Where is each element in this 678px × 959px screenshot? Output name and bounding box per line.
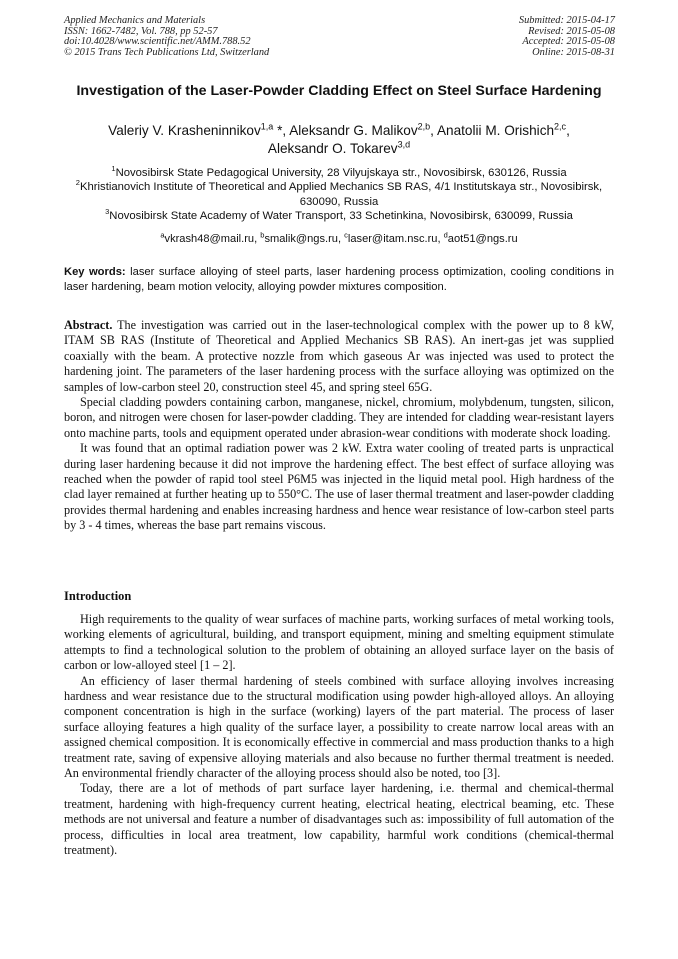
abstract xyxy=(64,318,614,534)
journal-doi: doi:10.4028/www.scientific.net/AMM.788.52 xyxy=(64,36,251,48)
section-title-introduction: Introduction xyxy=(64,589,132,603)
email-list: $^a$vkrash48@mail.ru, $^b$smalik@ngs.ru, $^c$laser@itam.nsc.ru, $^d$aot51@ngs.ru xyxy=(160,230,518,245)
journal-issn: ISSN: 1662-7482, Vol. 788, pp 52-57 xyxy=(64,25,218,37)
affiliation-list xyxy=(64,166,614,223)
keywords-text: laser surface alloying of steel parts, laser hardening process optimization, cooling conditions in laser hardening, beam motion velocity, alloying powder mixtures composition. xyxy=(64,266,614,293)
author-sup: 3,d xyxy=(397,139,411,150)
keywords xyxy=(64,265,614,294)
date-online: Online: 2015-08-31 xyxy=(532,46,615,58)
author-sep: , xyxy=(566,123,570,138)
affiliation: $^2$Khristianovich Institute of Theoretical and Applied Mechanics SB RAS, 4/1 Institutskaya str., Novosibirsk, 630090, Russia xyxy=(75,178,603,208)
submission-dates xyxy=(519,16,615,58)
date-revised: Revised: 2015-05-08 xyxy=(528,25,615,37)
intro-paragraph: High requirements to the quality of wear surfaces of machine parts, working surfaces of metal working tools, working elements of agricultural, building, and transport equipment, mining and smelting equipment stimulate attempts to find a technological solution to the problem of obtaining an alloyed surface layer on the basis of carbon or low-alloyed steel [1 – 2]. xyxy=(64,612,614,673)
introduction-body xyxy=(64,612,614,859)
author-sup: 2,c xyxy=(554,121,567,132)
date-submitted: Submitted: 2015-04-17 xyxy=(518,15,615,26)
abstract-label: Abstract. xyxy=(64,318,113,332)
email-link[interactable]: aot51@ngs.ru xyxy=(447,233,518,245)
abstract-paragraph: It was found that an optimal radiation power was 2 kW. Extra water cooling of treated parts is unpractical during laser hardening because it did not improve the hardening effect. The best effect of surface alloying was reached when the powder of rapid tool steel P6M5 was injected in the liquid metal pool. High hardness of the clad layer remained at further heating up to 550°C. The use of laser thermal treatment and laser-powder cladding provides thermal hardening and enables increasing hardness and hence wear resistance of low-carbon steel parts by 3 - 4 times, whereas the base part remains viscous. xyxy=(64,441,614,533)
email-link[interactable]: smalik@ngs.ru xyxy=(264,233,338,245)
author-name: Aleksandr G. Malikov xyxy=(289,123,418,138)
author-name: Aleksandr O. Tokarev xyxy=(267,141,398,156)
keywords-label: Key words: xyxy=(64,266,126,278)
journal-copyright: © 2015 Trans Tech Publications Ltd, Switzerland xyxy=(64,46,270,58)
email-link[interactable]: laser@itam.nsc.ru xyxy=(347,233,438,245)
paper-title: Investigation of the Laser-Powder Cladding Effect on Steel Surface Hardening xyxy=(76,83,602,99)
affiliation: $^1$Novosibirsk State Pedagogical University, 28 Vilyujskaya str., Novosibirsk, 630126, Russia xyxy=(111,164,567,179)
affiliation: $^3$Novosibirsk State Academy of Water Transport, 33 Schetinkina, Novosibirsk, 630099, Russia xyxy=(105,207,573,222)
intro-paragraph: Today, there are a lot of methods of part surface layer hardening, i.e. thermal and chemical-thermal treatment, hardening with high-frequency current heating, electrical heating, electrical beaming, etc. These methods are not universal and feature a number of disadvantages such as: impossibility of full automation of the process, difficulties in local area treatment, low capability, harmful work conditions (chemical-thermal treatment). xyxy=(64,781,614,858)
intro-paragraph: An efficiency of laser thermal hardening of steels combined with surface alloying involves increasing hardness and wear resistance due to the structural modification using powder high-alloyed alloys. An alloying component concentration is high in the surface (working) layers of the part material. The process of laser surface alloying features a high quality of the surface layer, a possibility to create narrow local areas with an assigned chemical composition. It is economically effective in commercial and mass production thanks to a high treatment rate, saving of expensive alloying materials and also because no further thermal treatment is needed. An environmental friendly character of the alloying process should also be noted, too [3]. xyxy=(64,673,614,781)
email-link[interactable]: vkrash48@mail.ru xyxy=(164,233,255,245)
author-sup: 1,a xyxy=(260,121,274,132)
author-name: Anatolii M. Orishich xyxy=(436,123,555,138)
author-sep: *, xyxy=(273,123,290,138)
journal-name: Applied Mechanics and Materials xyxy=(64,15,206,26)
author-sep: , xyxy=(430,123,437,138)
abstract-paragraph: Special cladding powders containing carbon, manganese, nickel, chromium, molybdenum, tungsten, silicon, boron, and nitrogen were chosen for laser-powder cladding. They are intended for cladding wear-resistant layers onto machine parts, tools and equipment operated under abrasion-wear conditions with moderate shock loading. xyxy=(64,395,614,440)
date-accepted: Accepted: 2015-05-08 xyxy=(522,36,615,48)
journal-info xyxy=(64,16,269,58)
author-name: Valeriy V. Krasheninnikov xyxy=(108,123,261,138)
author-sup: 2,b xyxy=(417,121,431,132)
author-list xyxy=(60,122,618,158)
abstract-paragraph: Abstract. The investigation was carried out in the laser-technological complex with the power up to 8 kW, ITAM SB RAS (Institute of Theoretical and Applied Mechanics SB RAS). An inert-gas jet was supplied coaxially with the beam. A protective nozzle from which gaseous Ar was injected was used to protect the hardening joint. The parameters of the laser hardening process with the surface alloying was optimized on the samples of low-carbon steel 20, construction steel 45, and spring steel 65G. xyxy=(64,318,614,394)
